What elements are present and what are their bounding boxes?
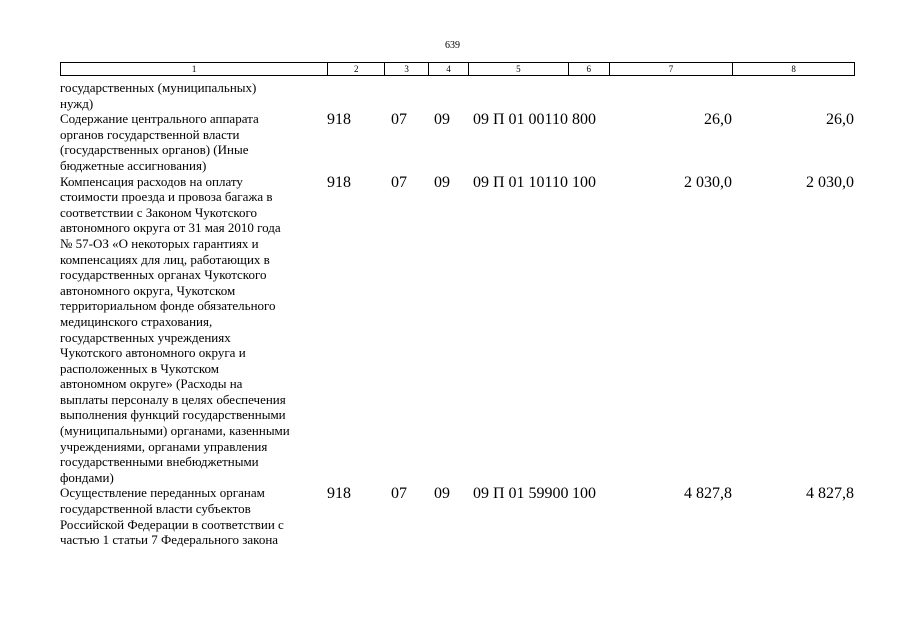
row-name: Компенсация расходов на оплату стоимости проезда и провоза багажа в соответствии с Законом Чукотского автономного округа от 31 мая 2010 года № 57-ОЗ «О некоторых гарантиях и компенсациях для лиц, работающих в государственных органах Чукотского автономного округа, Чукотском территориальном фонде обязательного медицинского страхования, государственных учреждениях Чукотского автономного округа и расположенных в Чукотском автономном округе» (Расходы на выплаты персоналу в целях обеспечения выполнения функций государственными (муниципальными) органами, казенными учреждениями, органами управления государственными внебюджетными фондами) xyxy=(60,173,290,485)
row-section-code: 07 xyxy=(391,485,407,503)
row-name: Содержание центрального аппарата органов государственной власти (государственных органов) (Иные бюджетные ассигнования) xyxy=(60,111,259,173)
row-subsection-code: 09 xyxy=(434,111,450,129)
row-expense-type: 100 xyxy=(572,173,596,191)
table-header xyxy=(60,62,855,76)
table-row xyxy=(60,80,860,111)
row-amount-2: 2 030,0 xyxy=(806,173,854,191)
header-col-6: 6 xyxy=(569,63,610,75)
row-target-article: 09 П 01 10110 xyxy=(473,173,568,191)
row-amount-1: 2 030,0 xyxy=(684,173,732,191)
row-section-code: 07 xyxy=(391,173,407,191)
row-target-article: 09 П 01 59900 xyxy=(473,485,569,503)
header-col-7: 7 xyxy=(610,63,734,75)
row-subsection-code: 09 xyxy=(434,173,450,191)
header-col-4: 4 xyxy=(429,63,469,75)
row-ministry-code: 918 xyxy=(327,111,351,129)
row-amount-1: 26,0 xyxy=(704,111,732,129)
row-ministry-code: 918 xyxy=(327,173,351,191)
row-amount-2: 26,0 xyxy=(826,111,854,129)
header-col-2: 2 xyxy=(328,63,385,75)
header-col-3: 3 xyxy=(385,63,429,75)
row-expense-type: 800 xyxy=(572,111,596,129)
page-number: 639 xyxy=(445,40,460,51)
row-section-code: 07 xyxy=(391,111,407,129)
table-row xyxy=(60,111,860,173)
row-amount-2: 4 827,8 xyxy=(806,485,854,503)
row-name: Осуществление переданных органам государственной власти субъектов Российской Федерации в соответствии с частью 1 статьи 7 Федерального закона xyxy=(60,485,284,548)
header-col-1: 1 xyxy=(61,63,328,75)
row-name: государственных (муниципальных) нужд) xyxy=(60,80,257,111)
row-subsection-code: 09 xyxy=(434,485,450,503)
row-ministry-code: 918 xyxy=(327,485,351,503)
table-body xyxy=(60,80,860,548)
row-expense-type: 100 xyxy=(572,485,596,503)
header-col-8: 8 xyxy=(791,64,796,74)
row-amount-1: 4 827,8 xyxy=(684,485,732,503)
table-row xyxy=(60,174,860,486)
table-row xyxy=(60,485,860,547)
row-target-article: 09 П 01 00110 xyxy=(473,111,568,129)
header-col-5: 5 xyxy=(469,63,569,75)
